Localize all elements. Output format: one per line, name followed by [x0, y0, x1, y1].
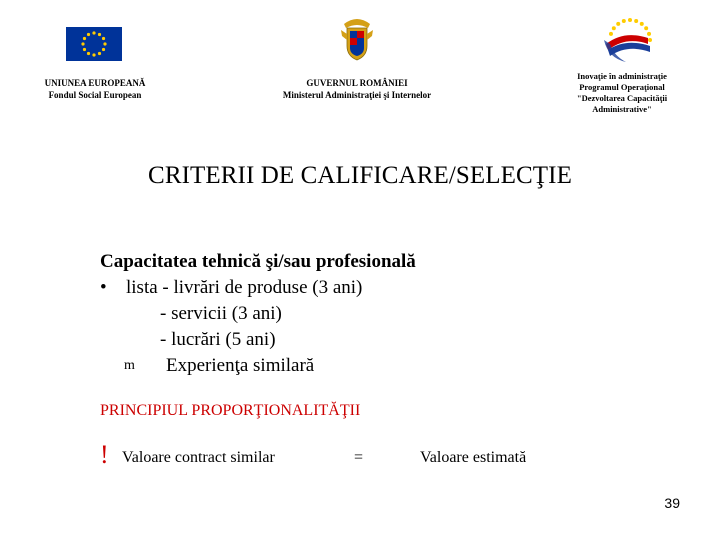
programme-star-icon	[612, 26, 616, 30]
programme-star-icon	[647, 32, 651, 36]
programme-star-icon	[634, 19, 638, 23]
list-item	[100, 275, 362, 301]
programme-star-icon	[644, 26, 648, 30]
government-label: GUVERNUL ROMÂNIEI	[306, 78, 408, 88]
eu-star-icon	[102, 37, 105, 40]
page-title: CRITERII DE CALIFICARE/SELECŢIE	[148, 162, 572, 189]
exclamation-icon: !	[100, 440, 109, 469]
header-center-text	[262, 77, 452, 101]
formula-row	[100, 440, 620, 472]
romania-coat-of-arms-icon	[340, 14, 374, 62]
programme-line-4: Administrative"	[592, 104, 652, 114]
bullet-m-icon: m	[124, 358, 135, 373]
eu-star-icon	[102, 48, 105, 51]
program-star-logo-icon	[598, 14, 658, 66]
programme-star-icon	[628, 18, 632, 22]
section-heading: Capacitatea tehnică şi/sau profesională	[100, 251, 416, 272]
list-item-text: Experienţa similară	[166, 355, 315, 376]
formula-left-term: Valoare contract similar	[122, 449, 275, 466]
formula-operator: =	[354, 449, 364, 466]
programme-star-icon	[609, 32, 613, 36]
eu-label: UNIUNEA EUROPEANĂ	[44, 78, 146, 88]
programme-line-3: "Dezvoltarea Capacităţii	[576, 93, 668, 103]
eu-star-icon	[98, 33, 101, 36]
list-item: - lucrări (5 ani)	[160, 329, 276, 350]
bullet-dot-icon: •	[100, 277, 107, 298]
eu-star-icon	[92, 31, 95, 34]
eu-star-icon	[98, 52, 101, 55]
eu-star-icon	[87, 52, 90, 55]
eu-star-icon	[87, 33, 90, 36]
programme-line-2: Programul Operaţional	[579, 82, 665, 92]
esf-label: Fondul Social European	[48, 90, 142, 100]
eu-star-icon	[83, 37, 86, 40]
principle-heading: PRINCIPIUL PROPORŢIONALITĂŢII	[100, 402, 361, 419]
header-right-text	[560, 71, 684, 115]
programme-star-icon	[648, 38, 652, 42]
eu-star-icon	[83, 48, 86, 51]
programme-star-icon	[640, 22, 644, 26]
ministry-label: Ministerul Administraţiei şi Internelor	[282, 90, 432, 100]
programme-line-1: Inovaţie în administraţie	[577, 71, 667, 81]
formula-right-term: Valoare estimată	[420, 449, 527, 466]
page-number: 39	[664, 495, 680, 511]
list-item: - servicii (3 ani)	[160, 303, 282, 324]
eu-star-icon	[81, 42, 84, 45]
header-left-text	[20, 77, 170, 101]
eu-flag-icon	[66, 27, 122, 61]
list-item	[124, 353, 314, 379]
eu-star-icon	[103, 42, 106, 45]
programme-star-icon	[622, 19, 626, 23]
list-item-text: lista - livrări de produse (3 ani)	[126, 277, 363, 298]
eu-star-icon	[92, 53, 95, 56]
programme-star-icon	[616, 22, 620, 26]
